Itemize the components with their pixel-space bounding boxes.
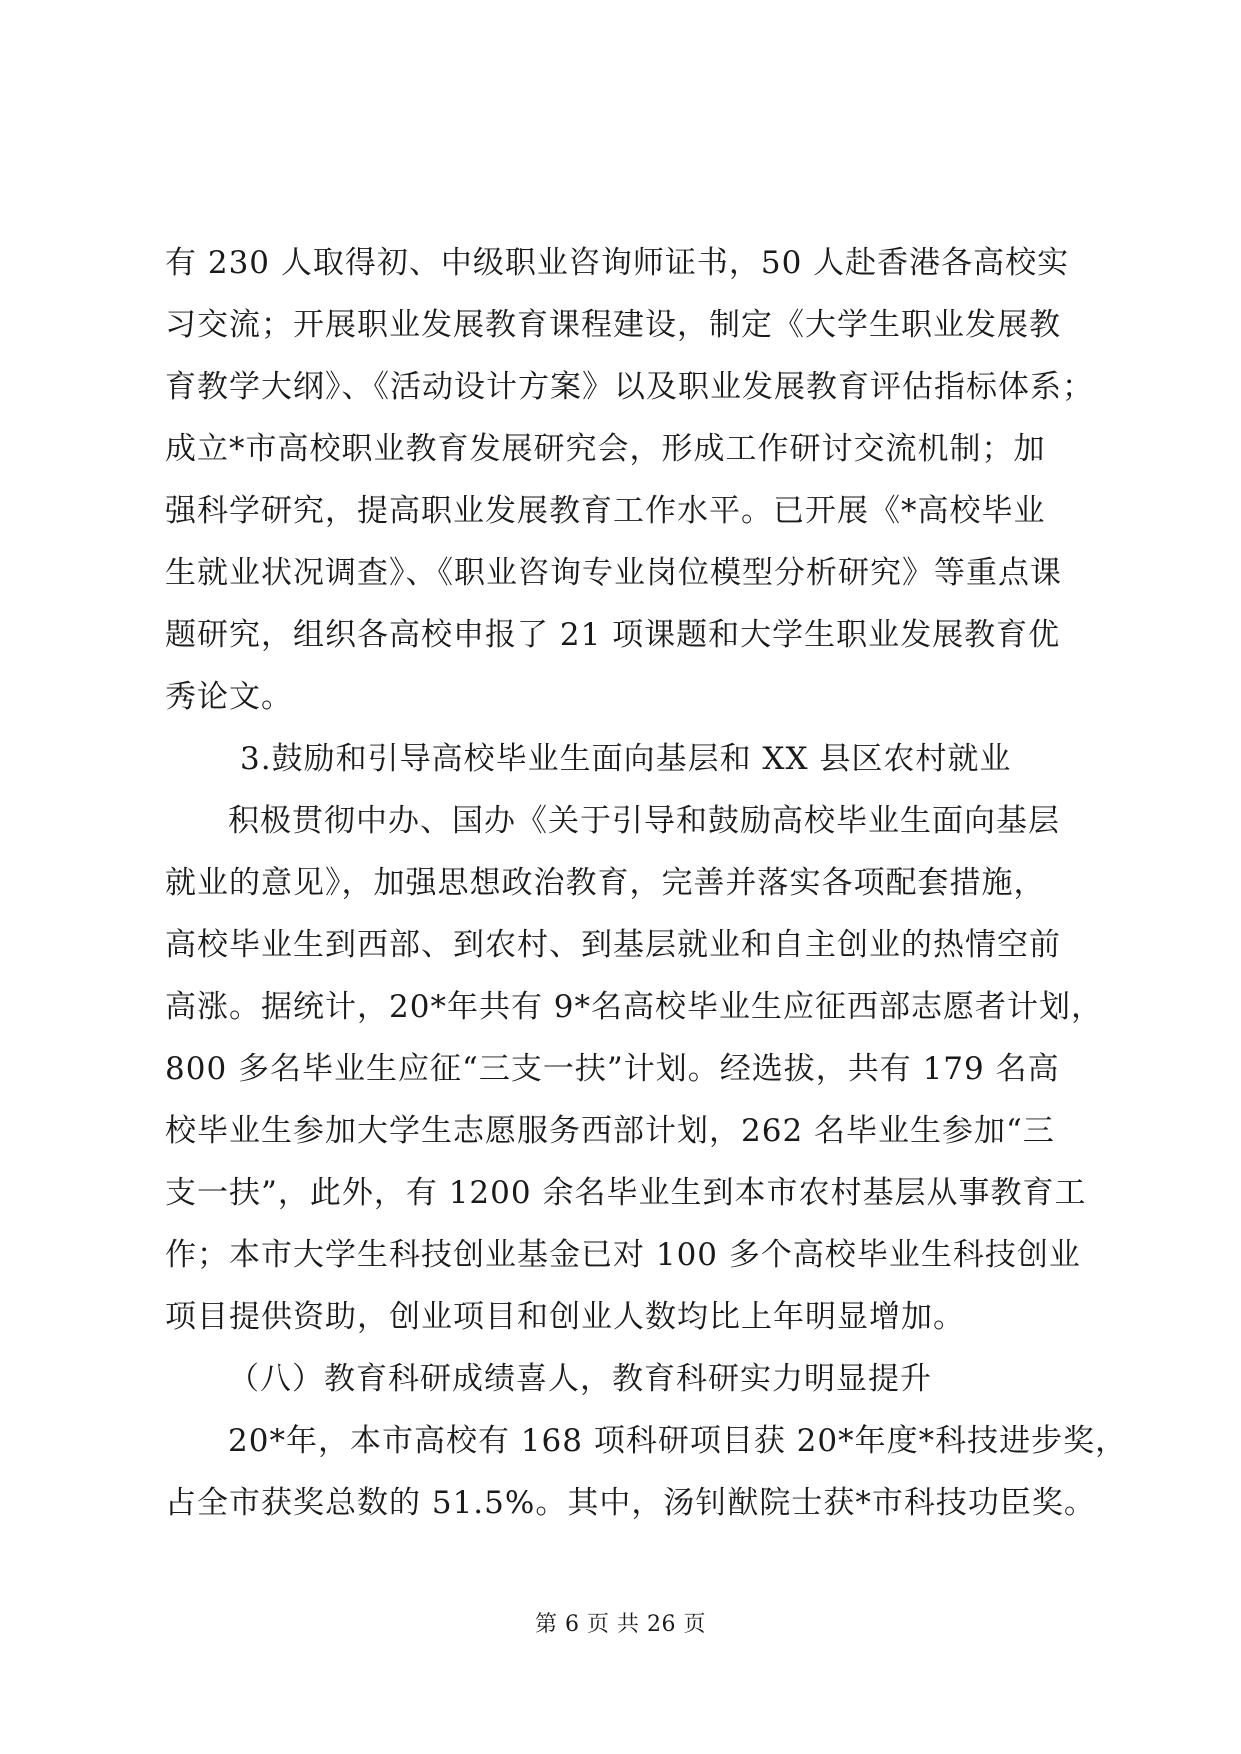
text-line: 校毕业生参加大学生志愿服务西部计划，262 名毕业生参加“三: [165, 1113, 1055, 1149]
text-line: 强科学研究，提高职业发展教育工作水平。已开展《*高校毕业: [165, 493, 1046, 529]
text-line: 成立*市高校职业教育发展研究会，形成工作研讨交流机制；加: [165, 431, 1046, 467]
text-line: 支一扶”，此外，有 1200 余名毕业生到本市农村基层从事教育工: [165, 1175, 1087, 1211]
text-line: 题研究，组织各高校申报了 21 项课题和大学生职业发展教育优: [165, 617, 1061, 653]
document-body: [165, 232, 1128, 1534]
subsection-heading: 3.鼓励和引导高校毕业生面向基层和 XX 县区农村就业: [240, 741, 1012, 777]
text-line: 就业的意见》，加强思想政治教育，完善并落实各项配套措施，: [165, 865, 1046, 901]
text-line: 生就业状况调查》、《职业咨询专业岗位模型分析研究》等重点课: [165, 555, 1062, 591]
text-line: 育教学大纲》、《活动设计方案》以及职业发展教育评估指标体系；: [165, 369, 1094, 405]
text-line: 项目提供资助，创业项目和创业人数均比上年明显增加。: [165, 1299, 965, 1335]
page-number-footer: 第 6 页 共 26 页: [535, 1612, 706, 1637]
text-line: 作；本市大学生科技创业基金已对 100 多个高校毕业生科技创业: [165, 1237, 1081, 1273]
paragraph-first-line: 积极贯彻中办、国办《关于引导和鼓励高校毕业生面向基层: [228, 803, 1060, 839]
text-line: 秀论文。: [165, 679, 293, 715]
paragraph-first-line: 20*年，本市高校有 168 项科研项目获 20*年度*科技进步奖，: [228, 1423, 1128, 1459]
text-line: 800 多名毕业生应征“三支一扶”计划。经选拔，共有 179 名高: [165, 1051, 1060, 1087]
section-heading: （八）教育科研成绩喜人，教育科研实力明显提升: [228, 1361, 932, 1397]
text-line: 有 230 人取得初、中级职业咨询师证书，50 人赴香港各高校实: [165, 245, 1070, 281]
text-line: 占全市获奖总数的 51.5%。其中，汤钊猷院士获*市科技功臣奖。: [165, 1485, 1096, 1521]
text-line: 高校毕业生到西部、到农村、到基层就业和自主创业的热情空前: [165, 927, 1061, 963]
text-line: 高涨。据统计，20*年共有 9*名高校毕业生应征西部志愿者计划，: [165, 989, 1104, 1025]
text-line: 习交流；开展职业发展教育课程建设，制定《大学生职业发展教: [165, 307, 1061, 343]
